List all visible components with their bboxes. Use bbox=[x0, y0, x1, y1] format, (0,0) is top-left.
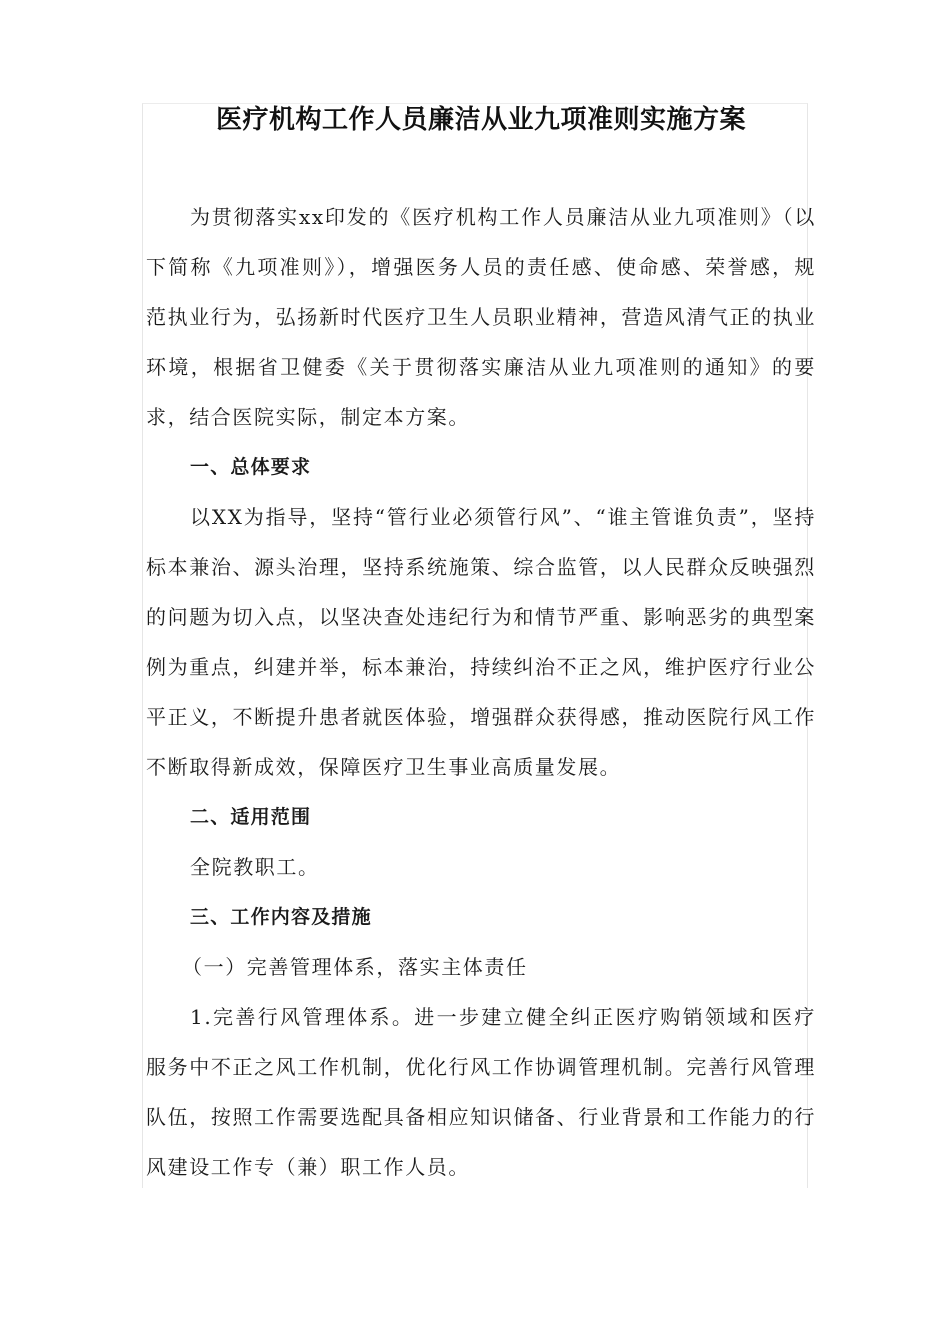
item-paragraph-1: 1.完善行风管理体系。进一步建立健全纠正医疗购销领域和医疗服务中不正之风工作机制，优化行风工作协调管理机制。完善行风管理队伍，按照工作需要选配具备相应知识储备、行业背景和工作能力的行风建设工作专（兼）职工作人员。 bbox=[146, 1005, 816, 1179]
document-title: 医疗机构工作人员廉洁从业九项准则实施方案 bbox=[215, 105, 746, 135]
scope-paragraph: 全院教职工。 bbox=[190, 855, 320, 879]
section-heading-general-requirements: 一、总体要求 bbox=[190, 456, 312, 478]
document-body bbox=[146, 100, 816, 1192]
title-spacer bbox=[146, 140, 816, 192]
section-heading-scope: 二、适用范围 bbox=[190, 806, 312, 828]
general-requirements-paragraph: 以XX为指导，坚持“管行业必须管行风”、“谁主管谁负责”，坚持标本兼治、源头治理，坚持系统施策、综合监管，以人民群众反映强烈的问题为切入点，以坚决查处违纪行为和情节严重、影响恶劣的典型案例为重点，纠建并举，标本兼治，持续纠治不正之风，维护医疗行业公平正义，不断提升患者就医体验，增强群众获得感，推动医院行风工作不断取得新成效，保障医疗卫生事业高质量发展。 bbox=[146, 505, 816, 779]
intro-paragraph: 为贯彻落实xx印发的《医疗机构工作人员廉洁从业九项准则》（以下简称《九项准则》），增强医务人员的责任感、使命感、荣誉感，规范执业行为，弘扬新时代医疗卫生人员职业精神，营造风清气正的执业环境，根据省卫健委《关于贯彻落实廉洁从业九项准则的通知》的要求，结合医院实际，制定本方案。 bbox=[146, 205, 816, 429]
section-heading-work-content: 三、工作内容及措施 bbox=[190, 906, 372, 928]
subsection-heading-management-system: （一）完善管理体系，落实主体责任 bbox=[182, 955, 528, 979]
